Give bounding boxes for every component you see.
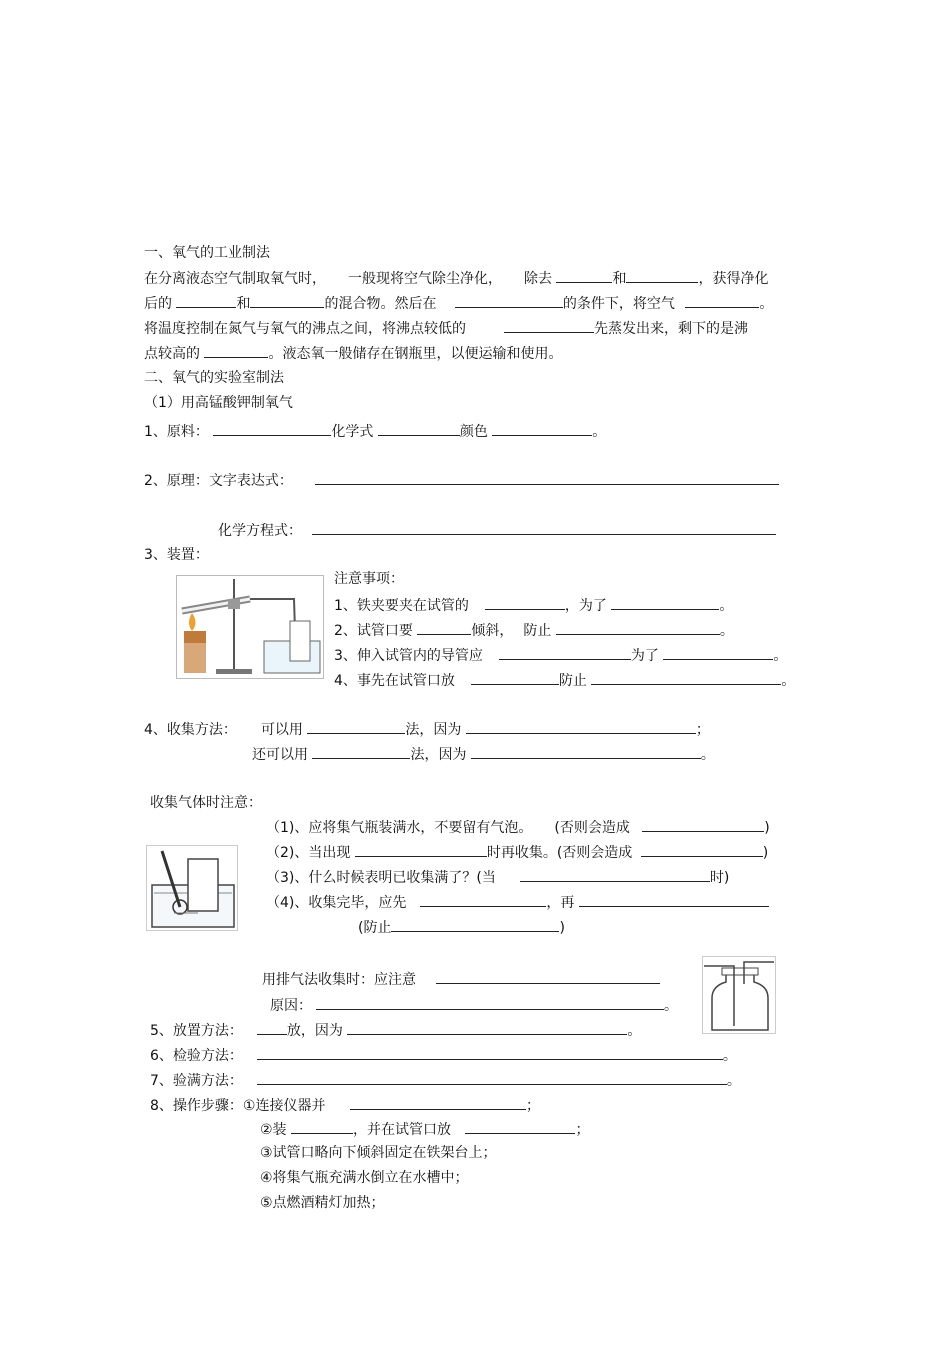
blank[interactable] [471,671,559,685]
section1-title: 一、氧气的工业制法 [144,245,270,261]
section1-line1: 在分离液态空气制取氧气时， 一般现将空气除尘净化， 除去 和 ，获得净化 [144,271,769,287]
materials-line: 1、原料： 化学式 颜色 。 [144,424,607,440]
blank[interactable] [579,893,769,907]
collect-line-2: 还可以用 法，因为 。 [252,747,715,763]
blank[interactable] [466,720,696,734]
exhaust-line-1: 用排气法收集时：应注意 [262,970,660,989]
full-check-line: 7、验满方法： 。 [150,1073,741,1089]
blank[interactable] [504,319,594,333]
blank[interactable] [204,344,268,358]
blank[interactable] [176,294,236,308]
water-collection-diagram [146,845,238,931]
blank[interactable] [642,818,764,832]
steps-line-4: ④将集气瓶充满水倒立在水槽中； [260,1170,469,1186]
note-4: 4、事先在试管口放 防止 。 [334,673,796,689]
blank[interactable] [417,621,471,635]
blank[interactable] [257,1071,727,1085]
blank[interactable] [312,521,776,535]
section1-line2: 后的 和 的混合物。然后在 的条件下，将空气 。 [144,296,774,312]
blank[interactable] [465,1120,575,1134]
test-line: 6、检验方法： 。 [150,1048,737,1064]
placement-line: 5、放置方法： 放，因为 。 [150,1023,642,1039]
blank[interactable] [213,422,331,436]
blank[interactable] [556,269,612,283]
blank[interactable] [663,646,773,660]
equation-line: 化学方程式： [218,521,776,540]
blank[interactable] [455,294,563,308]
blank[interactable] [611,596,719,610]
section2-title: 二、氧气的实验室制法 [144,370,284,386]
collect-note-5: (防止 ) [358,920,565,936]
apparatus-diagram [176,575,324,679]
blank[interactable] [250,294,324,308]
blank[interactable] [499,646,631,660]
gas-jar-diagram [702,956,776,1034]
blank[interactable] [485,596,565,610]
note-3: 3、伸入试管内的导管应 为了 。 [334,648,788,664]
blank[interactable] [626,269,698,283]
note-1: 1、铁夹要夹在试管的 ，为了 。 [334,598,734,614]
collect-note-1: （1)、应将集气瓶装满水，不要留有气泡。 (否则会造成 ) [266,820,770,836]
blank[interactable] [471,745,701,759]
blank[interactable] [391,918,559,932]
blank[interactable] [591,671,781,685]
notes-title: 注意事项： [334,571,404,587]
blank[interactable] [556,621,720,635]
blank[interactable] [685,294,759,308]
blank[interactable] [355,843,487,857]
blank[interactable] [520,868,710,882]
note-2: 2、试管口要 倾斜， 防止 。 [334,623,734,639]
collect-notes-title: 收集气体时注意： [150,795,262,811]
section2-subtitle: （1）用高锰酸钾制氧气 [144,395,293,411]
collect-note-2: （2)、当出现 时再收集。(否则会造成 ) [266,845,769,861]
blank[interactable] [641,843,763,857]
blank[interactable] [347,1021,627,1035]
steps-line-2: ②装 ，并在试管口放 ； [260,1122,590,1138]
apparatus-label: 3、装置： [144,547,209,563]
exhaust-line-2: 原因： 。 [270,998,678,1014]
collect-note-3: （3)、什么时候表明已收集满了？(当 时) [266,870,730,886]
section1-line3: 将温度控制在氮气与氧气的沸点之间，将沸点较低的 先蒸发出来，剩下的是沸 [144,321,748,337]
steps-line-3: ③试管口略向下倾斜固定在铁架台上； [260,1145,497,1161]
blank[interactable] [378,422,460,436]
steps-line-5: ⑤点燃酒精灯加热； [260,1195,385,1211]
blank[interactable] [312,745,410,759]
blank[interactable] [316,996,664,1010]
steps-line-1: 8、操作步骤：①连接仪器并 ； [150,1098,540,1114]
principle-line: 2、原理：文字表达式： [144,471,779,490]
collect-note-4: （4)、收集完毕，应先 ，再 [266,893,769,912]
blank[interactable] [257,1021,287,1035]
blank[interactable] [420,893,546,907]
collect-line-1: 4、收集方法： 可以用 法，因为 ； [144,722,710,738]
blank[interactable] [350,1096,526,1110]
blank[interactable] [315,471,779,485]
blank[interactable] [436,970,660,984]
section1-line4: 点较高的 。液态氧一般储存在钢瓶里，以便运输和使用。 [144,346,563,362]
blank[interactable] [291,1120,353,1134]
blank[interactable] [492,422,592,436]
blank[interactable] [307,720,405,734]
blank[interactable] [257,1046,723,1060]
